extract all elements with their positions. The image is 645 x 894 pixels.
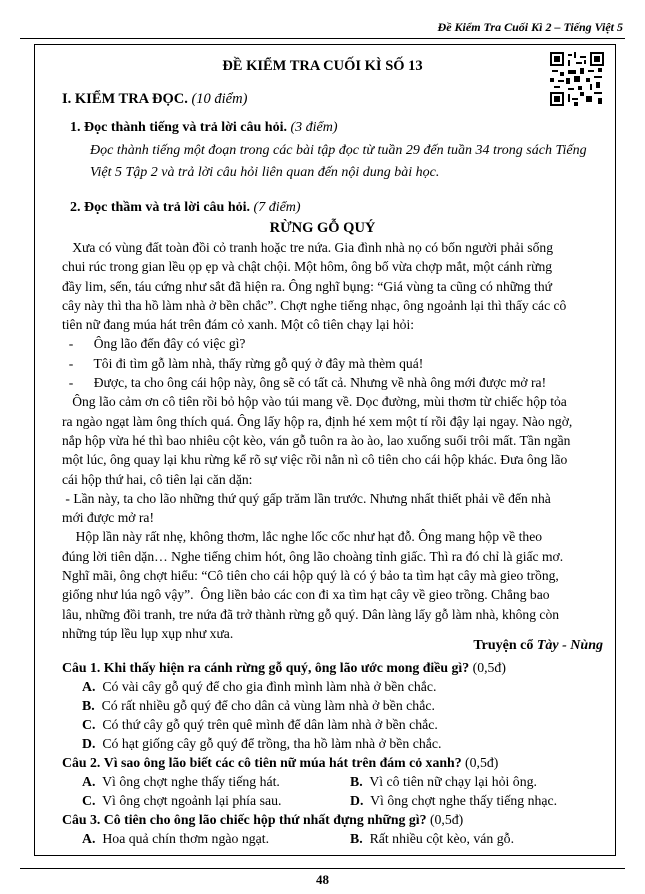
q3-label: Câu 3. <box>62 812 101 827</box>
section-heading <box>62 90 247 109</box>
q1-options <box>82 677 441 753</box>
source-people: Tày - Nùng <box>536 638 603 653</box>
page-number: 48 <box>316 872 329 887</box>
option <box>82 696 441 715</box>
option-key: A. <box>82 774 96 789</box>
q2-option-b <box>350 772 537 791</box>
q2-option-d <box>350 791 557 810</box>
q1-label: Câu 1. <box>62 660 101 675</box>
option-text: Có hạt giống cây gỗ quý để trồng, tha hồ làm nhà ở bền chắc. <box>102 736 442 751</box>
item1-points: (3 điểm) <box>290 120 338 135</box>
option-key: A. <box>82 679 96 694</box>
question-2 <box>62 753 498 772</box>
option-key: C. <box>82 717 96 732</box>
option-text: Vì ông chợt ngoảnh lại phía sau. <box>102 793 282 808</box>
footer-rule <box>20 868 625 869</box>
q2-option-a <box>82 772 280 791</box>
story-line: - Ông lão đến đây có việc gì? <box>62 336 246 352</box>
q3-option-a <box>82 829 269 848</box>
story-line: một lúc, ông quay lại khu rừng kể rõ sự việc rồi nằn nì cô tiên cho cái hộp khác. Đưa ông lão <box>62 452 568 468</box>
item1-heading <box>70 118 338 137</box>
q3-points: (0,5đ) <box>429 812 464 827</box>
instruction-line: Đọc thành tiếng một đoạn trong các bài tập đọc từ tuần 29 đến tuần 34 trong sách Tiếng <box>90 143 587 158</box>
story-line: - Được, ta cho ông cái hộp này, ông sẽ có tất cả. Nhưng về nhà ông mới được mở ra! <box>62 375 547 391</box>
q3-text: Cô tiên cho ông lão chiếc hộp thứ nhất đựng những gì? <box>103 812 427 827</box>
option-key: B. <box>82 698 95 713</box>
story-line: đầy lim, sến, táu cứng như sắt đã hiện ra. Ông nghĩ bụng: “Giá vùng ta cũng có những thứ <box>62 278 553 294</box>
q1-points: (0,5đ) <box>472 660 506 675</box>
option-key: D. <box>82 736 96 751</box>
option <box>82 734 441 753</box>
item2-points: (7 điểm) <box>253 200 301 215</box>
option-key: D. <box>350 793 364 808</box>
item1-instructions <box>90 140 587 184</box>
q1-text: Khi thấy hiện ra cánh rừng gỗ quý, ông lão ước mong điều gì? <box>103 660 470 675</box>
question-1 <box>62 658 506 677</box>
option <box>82 715 441 734</box>
option-text: Vì cô tiên nữ chạy lại hỏi ông. <box>369 774 537 789</box>
story-line: Ông lão cảm ơn cô tiên rồi bỏ hộp vào túi mang về. Dọc đường, mùi thơm từ chiếc hộp tỏa <box>62 394 567 410</box>
story-line: tiên nữ đang múa hát trên đám cỏ xanh. Một cô tiên chạy lại hỏi: <box>62 317 415 333</box>
item2-heading <box>70 198 301 217</box>
item1-label: 1. Đọc thành tiếng và trả lời câu hỏi. <box>70 120 287 135</box>
instruction-line: Việt 5 Tập 2 và trả lời câu hỏi liên quan đến nội dung bài học. <box>90 165 440 180</box>
story-title: RỪNG GỖ QUÝ <box>269 220 376 236</box>
option-text: Có rất nhiều gỗ quý để cho dân cả vùng làm nhà ở bền chắc. <box>101 698 435 713</box>
page-header: Đề Kiểm Tra Cuối Kì 2 – Tiếng Việt 5 <box>437 20 623 34</box>
header-rule <box>20 38 625 39</box>
page-title: ĐỀ KIỂM TRA CUỐI KÌ SỐ 13 <box>222 58 423 74</box>
story-line: cây này thì tha hồ làm nhà ở bền chắc”. Chợt nghe tiếng nhạc, ông ngoảnh lại thì thấy các cô <box>62 297 567 313</box>
story-line: nắp hộp vừa hé thì bao nhiêu cột kèo, ván gỗ tuôn ra ào ào, lao xuống suối trôi mất. Tần ngần <box>62 432 571 448</box>
story-source <box>473 636 603 655</box>
question-3 <box>62 810 463 829</box>
story-line: ra ngào ngạt làm ông thích quá. Ông lấy hộp ra, định hé xem một tí rồi đậy lại ngay. Nào ngờ, <box>62 413 573 429</box>
story-line: giống như lúa ngô vậy”. Ông liền bảo các con đi xa tìm hạt cây về gieo trồng. Chẳng bao <box>62 587 550 603</box>
option <box>82 677 441 696</box>
option-key: B. <box>350 774 363 789</box>
story-line: mới được mở ra! <box>62 510 154 526</box>
q2-label: Câu 2. <box>62 755 101 770</box>
option-key: B. <box>350 831 363 846</box>
section-label: I. KIỂM TRA ĐỌC. <box>62 91 188 107</box>
story-text <box>62 238 572 643</box>
source-prefix: Truyện cổ <box>473 638 534 653</box>
q2-text: Vì sao ông lão biết các cô tiên nữ múa hát trên đám cỏ xanh? <box>103 755 462 770</box>
q3-option-b <box>350 829 514 848</box>
option-text: Có vài cây gỗ quý để cho gia đình mình làm nhà ở bền chắc. <box>102 679 437 694</box>
story-line: Hộp lần này rất nhẹ, không thơm, lắc nghe lốc cốc như hạt đỗ. Ông mang hộp về theo <box>62 529 543 545</box>
story-line: những túp lều lụp xụp như xưa. <box>62 625 234 641</box>
story-line: lâu, những đồi tranh, tre nứa đã trở thành rừng gỗ quý. Dân làng lấy gỗ làm nhà, không còn <box>62 606 560 622</box>
section-points: (10 điểm) <box>191 91 248 107</box>
option-key: C. <box>82 793 96 808</box>
story-line: đúng lời tiên dặn… Nghe tiếng chim hót, ông lão choàng tỉnh giấc. Thì ra đó chỉ là giấc mơ. <box>62 548 564 564</box>
option-key: A. <box>82 831 96 846</box>
story-line: cái hộp thứ hai, cô tiên lại căn dặn: <box>62 471 253 487</box>
option-text: Có thứ cây gỗ quý trên quê mình để dân làm nhà ở bền chắc. <box>102 717 438 732</box>
option-text: Vì ông chợt nghe thấy tiếng nhạc. <box>370 793 558 808</box>
q2-option-c <box>82 791 281 810</box>
q2-points: (0,5đ) <box>465 755 499 770</box>
option-text: Hoa quả chín thơm ngào ngạt. <box>102 831 270 846</box>
option-text: Vì ông chợt nghe thấy tiếng hát. <box>102 774 280 789</box>
story-line: Xưa có vùng đất toàn đồi cỏ tranh hoặc tre nứa. Gia đình nhà nọ có bốn người phải sống <box>62 240 553 255</box>
item2-label: 2. Đọc thầm và trả lời câu hỏi. <box>70 200 251 215</box>
story-line: Nghĩ mãi, ông chợt hiểu: “Cô tiên cho cái hộp quý là có ý bảo ta tìm hạt cây mà gieo trồng, <box>62 568 559 584</box>
story-line: - Lần này, ta cho lão những thứ quý gấp trăm lần trước. Nhưng nhất thiết phải về đến nhà <box>62 490 551 506</box>
story-line: - Tôi đi tìm gỗ làm nhà, thấy rừng gỗ quý ở đây mà thèm quá! <box>62 355 424 371</box>
story-line: chui rúc trong gian lều ọp ẹp và chật chội. Một hôm, ông bố vừa chợp mắt, một cánh rừng <box>62 259 553 275</box>
option-text: Rất nhiều cột kèo, ván gỗ. <box>369 831 515 846</box>
